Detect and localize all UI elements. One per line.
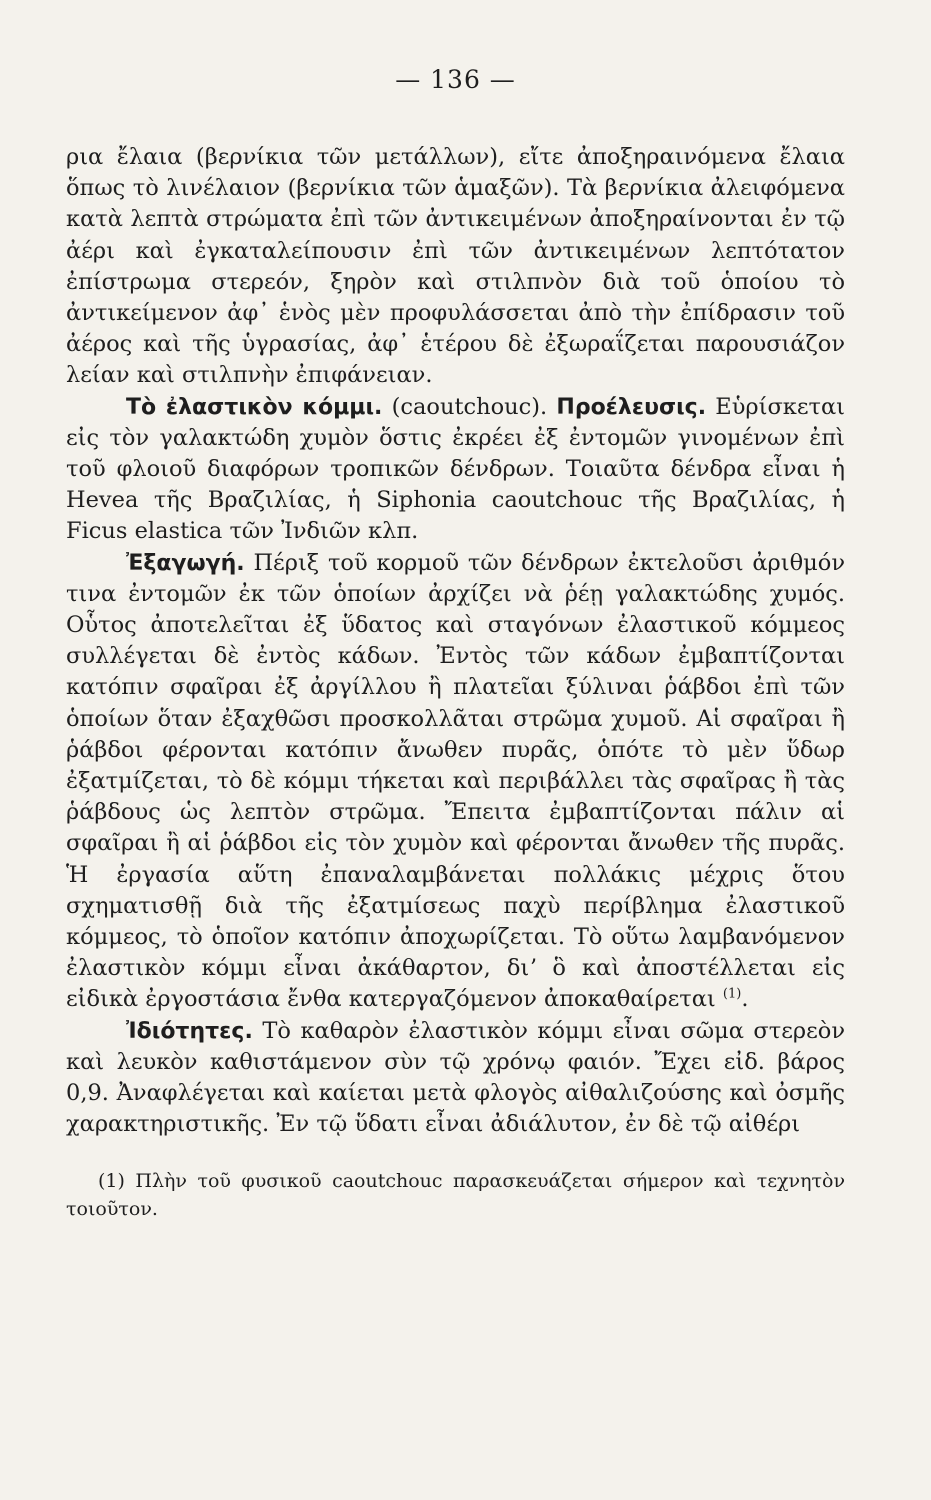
heading-properties: Ἰδιότητες. [126,1018,253,1044]
paragraph-varnishes: ρια ἔλαια (βερνίκια τῶν μετάλλων), εἴτε ἀποξηραινόμενα ἔλαια ὅπως τὸ λινέλαιον (βερνίκια τῶν ἁμαξῶν). Τὰ βερνίκια ἀλειφόμενα κατὰ λεπτὰ στρώματα ἐπὶ τῶν ἀντικειμένων ἀποξηραίνονται ἐν τῷ ἀέρι καὶ ἐγκαταλείπουσιν ἐπὶ τῶν ἀντικειμένων λεπτότατον ἐπίστρωμα στερεόν, ξηρὸν καὶ στιλπνὸν διὰ τοῦ ὁποίου τὸ ἀντικείμενον ἀφ᾽ ἑνὸς μὲν προφυλάσσεται ἀπὸ τὴν ἐπίδρασιν τοῦ ἀέρος καὶ τῆς ὑγρασίας, ἀφ᾽ ἑτέρου δὲ ἐξωραΐζεται παρουσιάζον λείαν καὶ στιλπνὴν ἐπιφάνειαν. [66,144,845,389]
page-number: — 136 — [395,65,516,94]
body-text [66,142,845,1141]
heading-elastic-gum: Τὸ ἐλαστικὸν κόμμι. [126,394,383,420]
extraction-end: . [741,986,749,1013]
heading-extraction: Ἐξαγωγή. [126,550,245,576]
footnote-reference: (1) [722,986,742,1002]
paragraph-extraction [66,548,845,1016]
caoutchouc-note: (caoutchouc). [382,393,557,420]
paragraph-rubber-origin [66,392,845,548]
heading-origin: Προέλευσις. [556,394,707,420]
origin-text: Εὑρίσκεται εἰς τὸν γαλακτώδη χυμὸν ὅστις ἐκρέει ἐξ ἐντομῶν γινομένων ἐπὶ τοῦ φλοιοῦ διαφόρων τροπικῶν δένδρων. Τοιαῦτα δένδρα εἶναι ἡ Hevea τῆς Βραζιλίας, ἡ Siphonia caoutchouc τῆς Βραζιλίας, ἡ Ficus elastica τῶν Ἰνδιῶν κλπ. [66,393,845,545]
paragraph-properties [66,1016,845,1141]
properties-text: Τὸ καθαρὸν ἐλαστικὸν κόμμι εἶναι σῶμα στερεὸν καὶ λευκὸν καθιστάμενον σὺν τῷ χρόνῳ φαιόν. Ἔχει εἰδ. βάρος 0,9. Ἀναφλέγεται καὶ καίεται μετὰ φλογὸς αἰθαλιζούσης καὶ ὀσμῆς χαρακτηριστικῆς. Ἐν τῷ ὕδατι εἶναι ἀδιάλυτον, ἐν δὲ τῷ αἰθέρι [66,1017,845,1138]
extraction-text: Πέριξ τοῦ κορμοῦ τῶν δένδρων ἐκτελοῦσι ἀριθμόν τινα ἐντομῶν ἐκ τῶν ὁποίων ἀρχίζει νὰ ῥέῃ γαλακτώδης χυμός. Οὗτος ἀποτελεῖται ἐξ ὕδατος καὶ σταγόνων ἐλαστικοῦ κόμμεος συλλέγεται δὲ ἐντὸς κάδων. Ἐντὸς τῶν κάδων ἐμβαπτίζονται κατόπιν σφαῖραι ἐξ ἀργίλλου ἢ πλατεῖαι ξύλιναι ῥάβδοι ἐπὶ τῶν ὁποίων ὅταν ἐξαχθῶσι προσκολλᾶται στρῶμα χυμοῦ. Αἱ σφαῖραι ἢ ῥάβδοι φέρονται κατόπιν ἄνωθεν πυρᾶς, ὁπότε τὸ μὲν ὕδωρ ἐξατμίζεται, τὸ δὲ κόμμι τήκεται καὶ περιβάλλει τὰς σφαῖρας ἢ τὰς ῥάβδους ὡς λεπτὸν στρῶμα. Ἔπειτα ἐμβαπτίζονται πάλιν αἱ σφαῖραι ἢ αἱ ῥάβδοι εἰς τὸν χυμὸν καὶ φέρονται ἄνωθεν τῆς πυρᾶς. Ἡ ἐργασία αὕτη ἐπαναλαμβάνεται πολλάκις μέχρις ὅτου σχηματισθῇ διὰ τῆς ἐξατμίσεως παχὺ περίβλημα ἐλαστικοῦ κόμμεος, τὸ ὁποῖον κατόπιν ἀποχωρίζεται. Τὸ οὕτω λαμβανόμενον ἐλαστικὸν κόμμι εἶναι ἀκάθαρτον, διʼ ὃ καὶ ἀποστέλλεται εἰς εἰδικὰ ἐργοστάσια ἔνθα κατεργαζόμενον ἀποκαθαίρεται [66,549,845,1013]
footnote: (1) Πλὴν τοῦ φυσικοῦ caoutchouc παρασκευάζεται σήμερον καὶ τεχνητὸν τοιοῦτον. [66,1169,845,1220]
